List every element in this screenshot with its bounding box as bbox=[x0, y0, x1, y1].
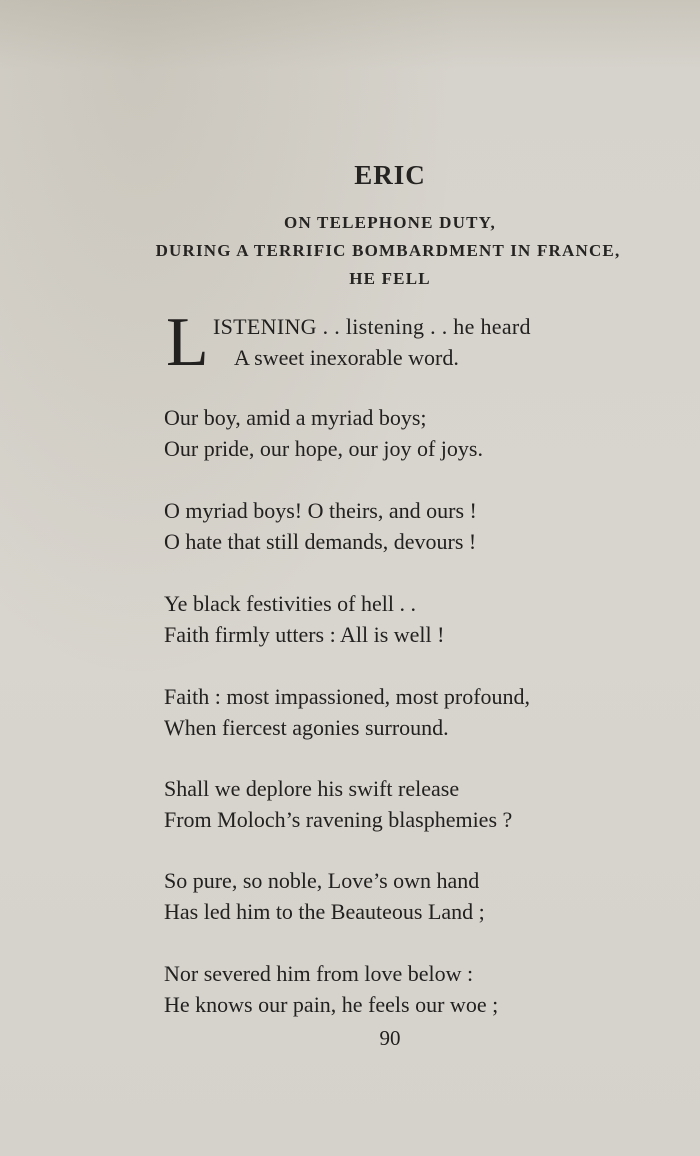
subtitle-line-2: DURING A TERRIFIC BOMBARDMENT IN FRANCE, bbox=[155, 241, 621, 260]
stanza-3-line-1: Ye black festivities of hell . . bbox=[164, 591, 416, 616]
stanza-5-line-2: From Moloch’s ravening blasphemies ? bbox=[164, 807, 513, 832]
stanza-3-line-2: Faith firmly utters : All is well ! bbox=[164, 622, 445, 647]
opening-line-2: A sweet inexorable word. bbox=[234, 345, 459, 370]
stanza-1-line-2: Our pride, our hope, our joy of joys. bbox=[164, 436, 483, 461]
stanza-5-line-1: Shall we deplore his swift release bbox=[164, 776, 460, 801]
stanza-2-line-2: O hate that still demands, devours ! bbox=[164, 529, 477, 554]
subtitle-line-1: ON TELEPHONE DUTY, bbox=[284, 213, 496, 232]
subtitle-line-3: HE FELL bbox=[349, 269, 431, 288]
stanza-4-line-2: When fiercest agonies surround. bbox=[164, 715, 449, 740]
stanza-7-line-1: Nor severed him from love below : bbox=[164, 961, 474, 986]
opening-line-1: ISTENING . . listening . . he heard bbox=[213, 314, 531, 339]
page-number: 90 bbox=[379, 1026, 401, 1050]
stanza-6-line-1: So pure, so noble, Love’s own hand bbox=[164, 868, 480, 893]
stanza-1-line-1: Our boy, amid a myriad boys; bbox=[164, 405, 427, 430]
stanza-7-line-2: He knows our pain, he feels our woe ; bbox=[164, 992, 499, 1017]
poem-title: ERIC bbox=[354, 160, 426, 190]
drop-cap: L bbox=[166, 304, 209, 381]
stanza-6-line-2: Has led him to the Beauteous Land ; bbox=[164, 899, 485, 924]
stanza-2-line-1: O myriad boys! O theirs, and ours ! bbox=[164, 498, 477, 523]
stanza-4-line-1: Faith : most impassioned, most profound, bbox=[164, 684, 531, 709]
